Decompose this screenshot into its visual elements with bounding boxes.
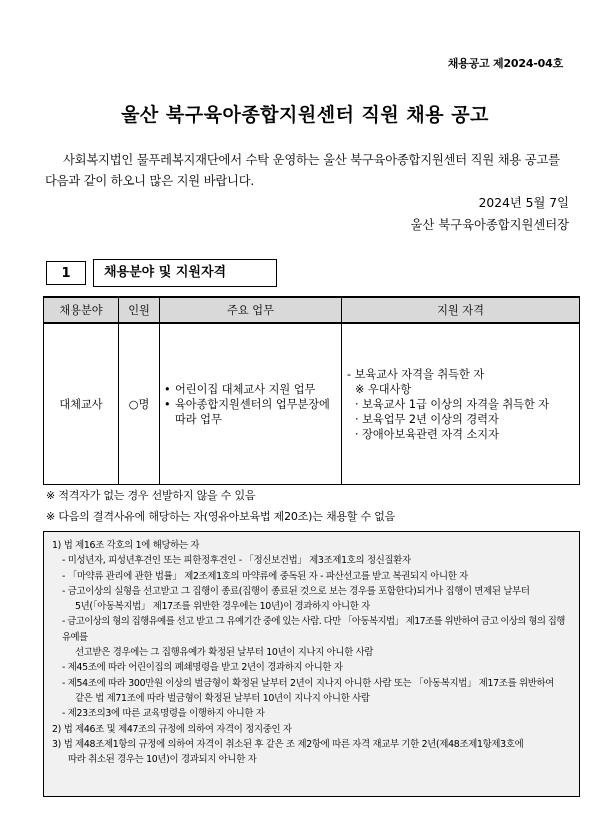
- qualification-item: · 장애아보육관련 자격 소지자: [355, 427, 499, 441]
- recruitment-table: [43, 296, 580, 485]
- duty-item: • 어린이집 대체교사 지원 업무: [164, 382, 316, 396]
- list-item: 같은 법 제71조에 따라 벌금형이 확정된 날부터 10년이 지나지 아니한 사람: [75, 692, 370, 704]
- cell-count: ○명: [119, 323, 160, 485]
- note-disqualification: ※ 다음의 결격사유에 해당하는 자(영유아보육법 제20조)는 채용할 수 없음: [46, 510, 396, 523]
- header-field: 채용분야: [44, 297, 119, 323]
- list-item: 1) 법 제16조 각호의 1에 해당하는 자: [52, 540, 200, 551]
- table-row: [44, 323, 580, 485]
- qualification-item: ※ 우대사항: [355, 382, 412, 396]
- list-item: - 제45조에 따라 어린이집의 폐쇄명령을 받고 2년이 경과하지 아니한 자: [62, 662, 343, 674]
- qualification-item: - 보육교사 자격을 취득한 자: [347, 367, 485, 381]
- duty-item: • 육아종합지원센터의 업무분장에 따라 업무: [164, 397, 330, 426]
- page-title: 울산 북구육아종합지원센터 직원 채용 공고: [121, 104, 489, 126]
- note-no-candidate: ※ 적격자가 없는 경우 선발하지 않을 수 있음: [46, 489, 256, 502]
- section-number: 1: [46, 261, 86, 285]
- header-qualifications: 지원 자격: [342, 297, 580, 323]
- intro-paragraph: 사회복지법인 물푸레복지재단에서 수탁 운영하는 울산 북구육아종합지원센터 직원 채용 공고를 다음과 같이 하오니 많은 지원 바랍니다.: [45, 153, 560, 188]
- disqualification-box: [43, 531, 580, 797]
- cell-qualifications: [342, 323, 580, 485]
- notice-number: 채용공고 제2024-04호: [447, 57, 563, 70]
- list-item: 2) 법 제46조 및 제47조의 규정에 의하여 자격이 정지중인 자: [52, 723, 292, 735]
- list-item: - 금고이상의 실형을 선고받고 그 집행이 종료(집행이 종료된 것으로 보는 경우를 포함한다)되거나 집행이 면제된 날부터: [62, 585, 530, 597]
- header-duties: 주요 업무: [160, 297, 342, 323]
- issuer-name: 울산 북구육아종합지원센터장: [410, 218, 569, 232]
- cell-duties: [160, 323, 342, 485]
- section-title: 채용분야 및 지원자격: [93, 259, 277, 287]
- list-item: 3) 법 제48조제1항의 규정에 의하여 자격이 취소된 후 같은 조 제2항에 따른 자격 재교부 기한 2년(제48조제1항제3호에: [52, 738, 524, 750]
- list-item: 따라 취소된 경우는 10년)이 경과되지 아니한 자: [68, 754, 257, 766]
- table-header-row: [44, 297, 580, 323]
- list-item: - 금고이상의 형의 집행유예를 선고 받고 그 유예기간 중에 있는 사람. 다만 「아동복지법」 제17조를 위반하여 금고 이상의 형의 집행유예를: [62, 616, 565, 643]
- list-item: - 제54조에 따라 300만원 이상의 벌금형이 확정된 날부터 2년이 지나지 아니한 사람 또는 「아동복지법」 제17조를 위반하여: [62, 677, 555, 689]
- announcement-date: 2024년 5월 7일: [478, 196, 569, 210]
- list-item: - 미성년자, 피성년후견인 또는 피한정후견인 - 「정신보건법」 제3조제1호의 정신질환자: [62, 555, 411, 567]
- qualification-item: · 보육업무 2년 이상의 경력자: [355, 412, 499, 426]
- list-item: - 제23조의3에 따른 교육명령을 이행하지 아니한 자: [62, 708, 265, 720]
- cell-field: 대체교사: [44, 323, 119, 485]
- list-item: 5년(「아동복지법」 제17조를 위반한 경우에는 10년)이 경과하지 아니한 자: [75, 601, 370, 613]
- list-item: - 「마약류 관리에 관한 법률」 제2조제1호의 마약류에 중독된 자 - 파산선고를 받고 복권되지 아니한 자: [62, 570, 468, 582]
- list-item: 선고받은 경우에는 그 집행유예가 확정된 날부터 10년이 지나지 아니한 사람: [75, 647, 374, 659]
- qualification-item: · 보육교사 1급 이상의 자격을 취득한 자: [355, 397, 550, 411]
- header-count: 인원: [119, 297, 160, 323]
